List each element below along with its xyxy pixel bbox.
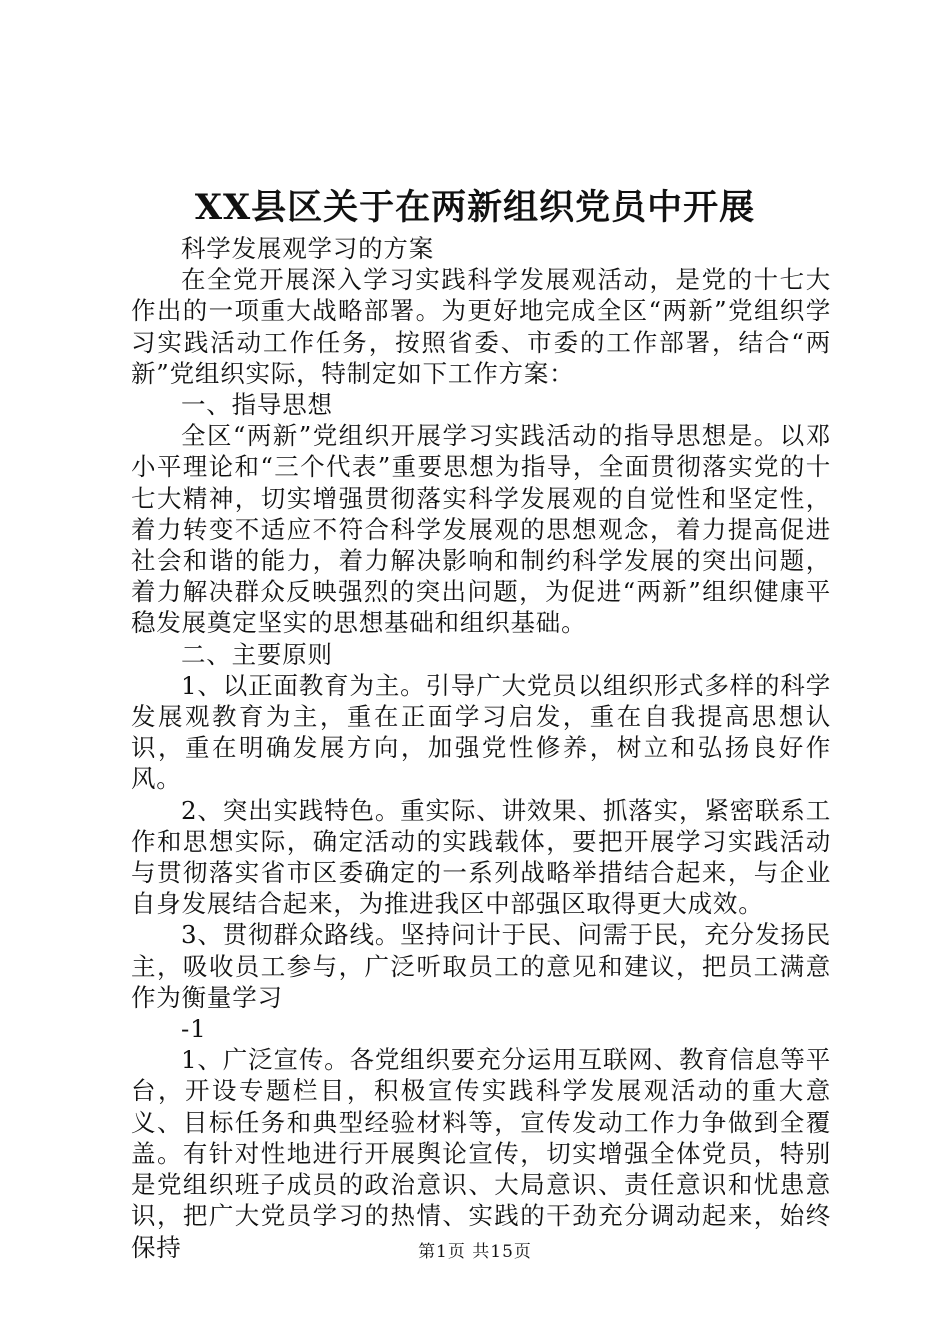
document-title: XX县区关于在两新组织党员中开展	[194, 187, 756, 228]
paragraph-principle-1: 1、以正面教育为主。引导广大党员以组织形式多样的科学发展观教育为主，重在正面学习启发，重在自我提高思想认识，重在明确发展方向，加强党性修养，树立和弘扬良好作风。	[131, 670, 831, 794]
document-body	[131, 233, 831, 1263]
heading-guiding-thought: 一、指导思想	[181, 390, 333, 420]
page-footer: 第1页 共15页	[418, 1242, 532, 1262]
heading-main-principles: 二、主要原则	[181, 639, 333, 669]
paragraph-principle-2: 2、突出实践特色。重实际、讲效果、抓落实，紧密联系工作和思想实际，确定活动的实践载体，要把开展学习实践活动与贯彻落实省市区委确定的一系列战略举措结合起来，与企业自身发展结合起来，为推进我区中部强区取得更大成效。	[131, 795, 831, 919]
page-marker: -1	[181, 1014, 207, 1044]
paragraph-guiding-thought: 全区“两新”党组织开展学习实践活动的指导思想是。以邓小平理论和“三个代表”重要思想为指导，全面贯彻落实党的十七大精神，切实增强贯彻落实科学发展观的自觉性和坚定性，着力转变不适应不符合科学发展观的思想观念，着力提高促进社会和谐的能力，着力解决影响和制约科学发展的突出问题，着力解决群众反映强烈的突出问题，为促进“两新”组织健康平稳发展奠定坚实的思想基础和组织基础。	[131, 421, 831, 638]
paragraph-publicity: 1、广泛宣传。各党组织要充分运用互联网、教育信息等平台，开设专题栏目，积极宣传实践科学发展观活动的重大意义、目标任务和典型经验材料等，宣传发动工作力争做到全覆盖。有针对性地进行开展舆论宣传，切实增强全体党员，特别是党组织班子成员的政治意识、大局意识、责任意识和忧患意识，把广大党员学习的热情、实践的干劲充分调动起来，始终保持	[131, 1045, 831, 1262]
paragraph-intro: 在全党开展深入学习实践科学发展观活动，是党的十七大作出的一项重大战略部署。为更好地完成全区“两新”党组织学习实践活动工作任务，按照省委、市委的工作部署，结合“两新”党组织实际，特制定如下工作方案：	[131, 265, 831, 388]
paragraph-principle-3: 3、贯彻群众路线。坚持问计于民、问需于民，充分发扬民主，吸收员工参与，广泛听取员工的意见和建议，把员工满意作为衡量学习	[131, 920, 831, 1012]
paragraph-subtitle: 科学发展观学习的方案	[181, 234, 434, 263]
